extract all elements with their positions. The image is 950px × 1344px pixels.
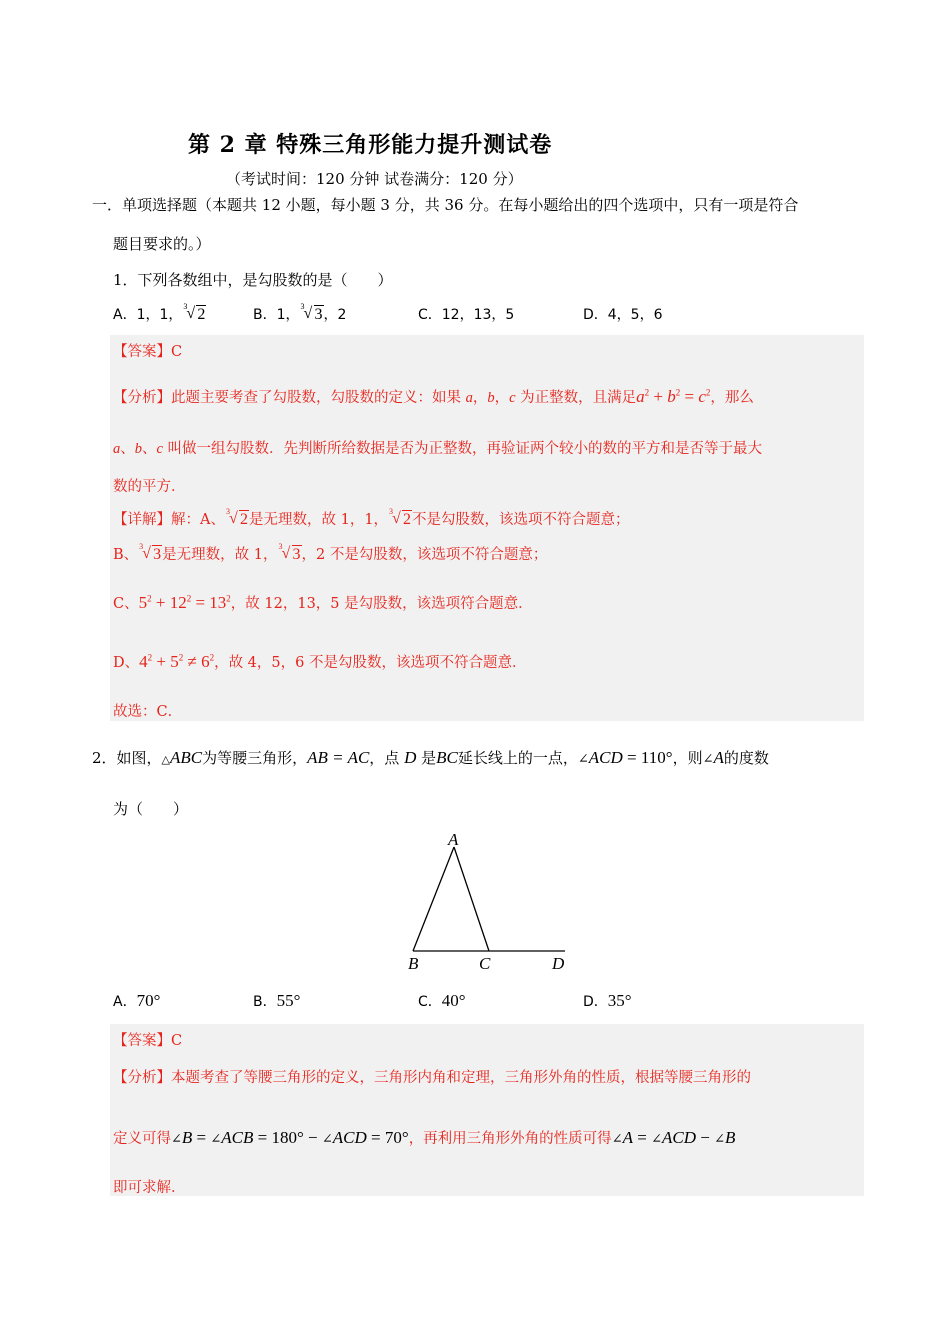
q1-option-d: D．4，5，6 (583, 307, 663, 323)
label-a: A (448, 830, 459, 849)
triangle-figure (395, 825, 585, 975)
q2-answer: 【答案】C (113, 1033, 183, 1049)
q1-conclusion: 故选：C． (113, 704, 183, 720)
q2-analysis-line3: 即可求解． (113, 1180, 186, 1196)
q1-option-c: C．12，13，5 (418, 307, 515, 323)
q1-analysis-line3: 数的平方． (113, 479, 186, 495)
page-title: 第 2 章 特殊三角形能力提升测试卷 (188, 132, 553, 158)
question-2-stem: 2．如图，△ABC为等腰三角形，AB = AC，点 D 是BC延长线上的一点，∠ACD = 110°，则∠A的度数 (92, 748, 769, 767)
q2-option-a: A．70° (113, 991, 161, 1010)
q1-option-b: B．1， 3 √ 3，2 (253, 302, 347, 323)
q1-detail-b: B、 3 √ 3是无理数，故 1， 3 √ 3，2 不是勾股数，该选项不符合题意； (113, 542, 548, 563)
cube-root-2: 3 √ 2 (183, 302, 206, 323)
q2-option-d: D．35° (583, 991, 632, 1010)
side-ac (454, 847, 489, 951)
question-2-stem-cont: 为（ ） (113, 800, 189, 818)
q2-answer-box (110, 1024, 864, 1196)
q2-option-c: C．40° (418, 991, 466, 1010)
q2-analysis-line2: 定义可得∠B = ∠ACB = 180° − ∠ACD = 70°，再利用三角形外角的性质可得∠A = ∠ACD − ∠B (113, 1128, 736, 1147)
q2-option-b: B．55° (253, 991, 301, 1010)
label-b: B (408, 954, 419, 973)
side-ab (413, 847, 454, 951)
q1-option-a: A．1，1， 3 √ 2 (113, 302, 206, 323)
q1-analysis-line2: a、b、c 叫做一组勾股数．先判断所给数据是否为正整数，再验证两个较小的数的平方和是否等于最大 (113, 441, 763, 457)
label-c: C (479, 954, 491, 973)
q1-answer: 【答案】C (113, 344, 183, 360)
q2-analysis-line1: 【分析】本题考查了等腰三角形的定义，三角形内角和定理，三角形外角的性质，根据等腰三角形的 (113, 1070, 751, 1086)
question-1-stem: 1．下列各数组中，是勾股数的是（ ） (113, 271, 393, 289)
exam-info: （考试时间：120 分钟 试卷满分：120 分） (226, 170, 523, 188)
section-heading: 一．单项选择题（本题共 12 小题，每小题 3 分，共 36 分。在每小题给出的四个选项中，只有一项是符合 (92, 196, 799, 214)
q1-detail-a: 【详解】解：A、 3 √ 2是无理数，故 1，1， 3 √ 2不是勾股数，该选项不符合题意； (113, 507, 630, 528)
section-heading-cont: 题目要求的。） (113, 235, 211, 253)
q1-detail-d: D、$4^2 + 5^2 \ne 6^2$，故 4，5，6 不是勾股数，该选项不符合题意． (113, 652, 527, 671)
cube-root-3: 3 √ 3 (300, 302, 323, 323)
label-d: D (552, 954, 565, 973)
q1-detail-c: C、$5^2 + 12^2 = 13^2$，故 12，13，5 是勾股数，该选项符合题意． (113, 593, 533, 612)
q1-analysis-line1: 【分析】此题主要考查了勾股数，勾股数的定义：如果 a，b，c 为正整数，且满足$a^2 + b^2 = c^2$，那么 (113, 387, 754, 406)
